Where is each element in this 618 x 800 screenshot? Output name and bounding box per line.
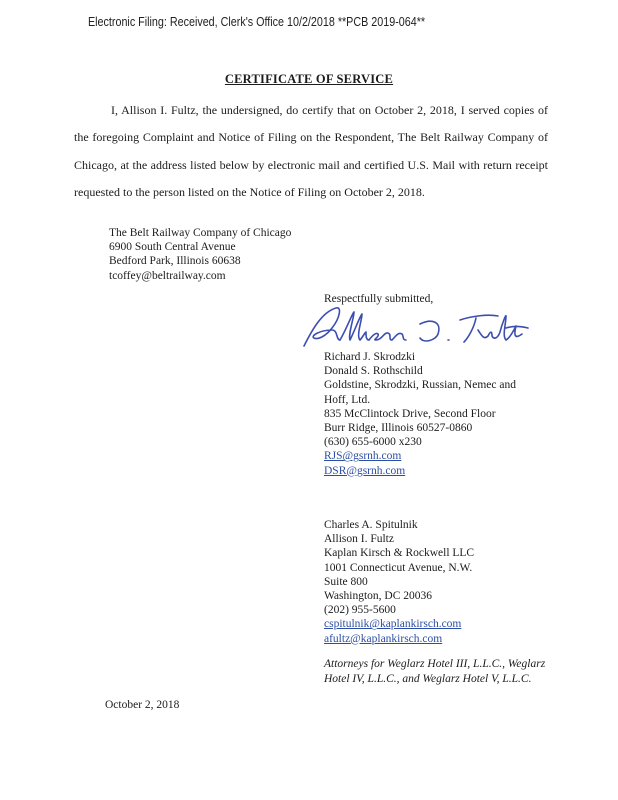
email-link-dsr[interactable]: DSR@gsrnh.com bbox=[324, 464, 406, 477]
counsel-name: Charles A. Spitulnik bbox=[324, 519, 418, 531]
counsel-name: Allison I. Fultz bbox=[324, 533, 394, 546]
document-date: October 2, 2018 bbox=[105, 699, 180, 711]
handwritten-signature bbox=[292, 300, 532, 352]
firm-street: 835 McClintock Drive, Second Floor bbox=[324, 407, 496, 420]
recipient-address bbox=[109, 226, 291, 283]
certification-paragraph: I, Allison I. Fultz, the undersigned, do certify that on October 2, 2018, I served copies of the foregoing Complaint and Notice of Filing on the Respondent, The Belt Railway Company of Chicago, at the address listed below by electronic mail and certified U.S. Mail with return receipt requested to the person listed on the Notice of Filing on October 2, 2018. bbox=[74, 103, 548, 199]
counsel-name: Richard J. Skrodzki bbox=[324, 351, 416, 363]
recipient-email: tcoffey@beltrailway.com bbox=[109, 269, 226, 282]
attorneys-for-note: Attorneys for Weglarz Hotel III, L.L.C., Weglarz Hotel IV, L.L.C., and Weglarz Hotel V, L.L.C. bbox=[324, 658, 546, 685]
firm-phone: (202) 955-5600 bbox=[324, 604, 396, 617]
firm-name: Kaplan Kirsch & Rockwell LLC bbox=[324, 547, 475, 560]
firm-phone: (630) 655-6000 x230 bbox=[324, 436, 422, 449]
email-link-afultz[interactable]: afultz@kaplankirsch.com bbox=[324, 632, 443, 645]
firm-city: Washington, DC 20036 bbox=[324, 590, 433, 603]
recipient-city: Bedford Park, Illinois 60638 bbox=[109, 255, 241, 268]
firm-street: 1001 Connecticut Avenue, N.W. bbox=[324, 561, 473, 574]
counsel-block-goldstine bbox=[324, 350, 534, 478]
counsel-block-kaplan bbox=[324, 518, 534, 646]
firm-name: Goldstine, Skrodzki, Russian, Nemec and Hoff, Ltd. bbox=[324, 379, 516, 406]
recipient-name: The Belt Railway Company of Chicago bbox=[109, 227, 292, 239]
closing-text: Respectfully submitted, bbox=[324, 293, 434, 305]
firm-city: Burr Ridge, Illinois 60527-0860 bbox=[324, 422, 473, 435]
filing-stamp: Electronic Filing: Received, Clerk's Office 10/2/2018 **PCB 2019-064** bbox=[88, 15, 426, 29]
firm-suite: Suite 800 bbox=[324, 575, 368, 588]
email-link-rjs[interactable]: RJS@gsrnh.com bbox=[324, 450, 402, 463]
recipient-street: 6900 South Central Avenue bbox=[109, 241, 236, 254]
counsel-name: Donald S. Rothschild bbox=[324, 365, 423, 378]
page-title: CERTIFICATE OF SERVICE bbox=[224, 72, 394, 86]
email-link-cspitulnik[interactable]: cspitulnik@kaplankirsch.com bbox=[324, 618, 462, 631]
